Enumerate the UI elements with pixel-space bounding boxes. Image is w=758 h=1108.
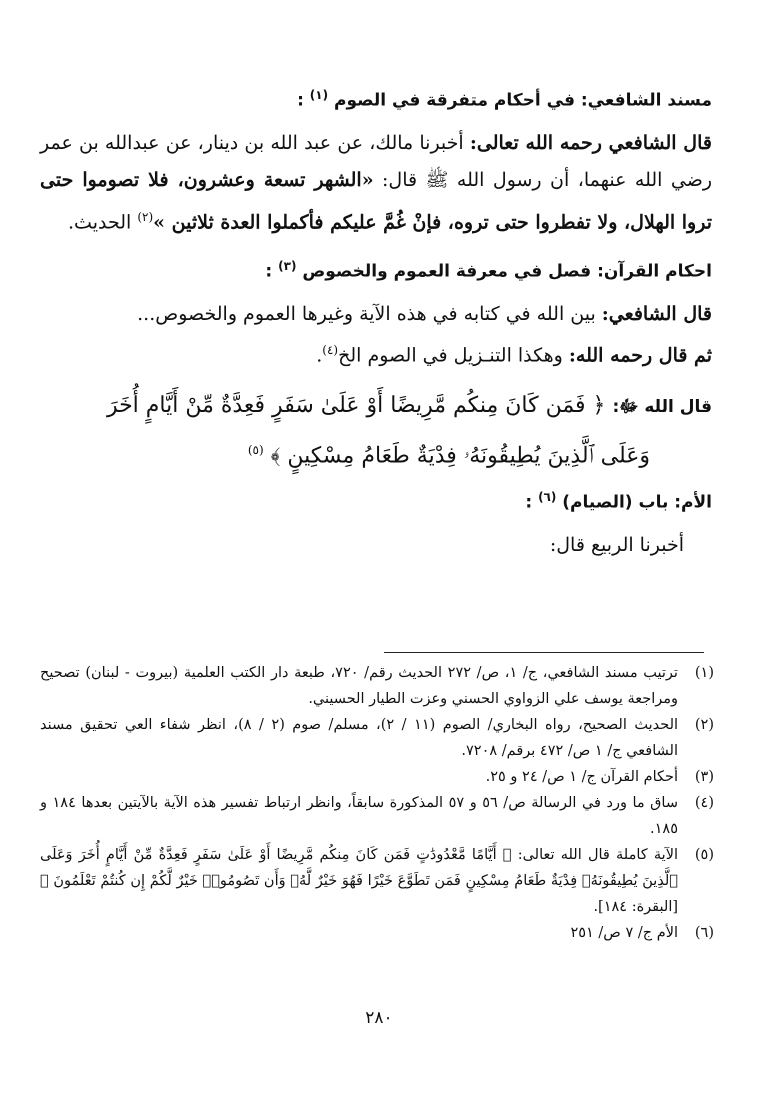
footnote-ref[interactable]: (٦) [538,490,557,505]
footnote-number: (٥) [694,847,714,863]
hadith-matn: «الشهر تسعة وعشرون، فلا تصوموا حتى تروا الهلال، ولا تفطروا حتى تروه، فإنْ غُمَّ عليكم فأكملوا العدة ثلاثين » [40,168,712,233]
speaker-label: ثم قال رحمه الله: [568,343,712,366]
footnote-item [40,764,714,790]
heading-text: الأم: باب (الصيام) [562,492,712,513]
footnote-item [40,920,714,946]
footnote-text: ساق ما ورد في الرسالة ص/ ٥٦ و ٥٧ المذكورة سابقاً، وانظر ارتباط تفسير هذه الآية بالآيتين بعدها ١٨٤ و ١٨٥. [40,795,678,837]
footnote-ref[interactable]: (٢) [137,209,154,224]
heading-text: مسند الشافعي: في أحكام متفرقة في الصوم [334,90,712,111]
footnote-text: ترتيب مسند الشافعي، ج/ ١، ص/ ٢٧٢ الحديث رقم/ ٧٢٠، طبعة دار الكتب العلمية (بيروت - لبنان) تصحيح ومراجعة يوسف علي الزواوي الحسني وعزت الطيار الحسيني. [40,665,678,707]
text-line [40,332,712,373]
footnote-item [40,712,714,764]
footnote-ref[interactable]: (٤) [322,342,339,357]
line-end: . [316,343,323,366]
main-text [40,88,712,563]
footnote-number: (٢) [694,717,714,733]
section-heading-umm [40,490,712,513]
footnote-text: الأم ج/ ٧ ص/ ٢٥١ [570,925,678,941]
footnote-ref[interactable]: (٥) [247,442,264,457]
line-text: وهكذا التنـزيل في الصوم الخ [338,343,569,366]
heading-colon: : [297,90,304,111]
speaker-label: قال الشافعي: [601,302,712,325]
verse-line-2 [40,430,712,476]
footnote-number: (١) [694,665,714,681]
heading-colon: : [525,492,533,513]
footnotes [40,660,714,946]
footnote-text: الآية كاملة قال الله تعالى: ﴿ أَيَّامًا مَّعْدُودَٰتٍ فَمَن كَانَ مِنكُم مَّرِيضًا أَوْ عَلَىٰ سَفَرٍ فَعِدَّةٌ مِّنْ أَيَّامٍ أُخَرَ وَعَلَى ٱلَّذِينَ يُطِيقُونَهُۥ فِدْيَةٌ طَعَامُ مِسْكِينٍ فَمَن تَطَوَّعَ خَيْرًا فَهُوَ خَيْرٌ لَّهُۥ وَأَن تَصُومُوا۟ خَيْرٌ لَّكُمْ إِن كُنتُمْ تَعْلَمُونَ ﴾ [البقرة: ١٨٤]. [40,847,678,915]
heading-text: احكام القرآن: فصل في معرفة العموم والخصوص [302,261,712,282]
line-text: بين الله في كتابه في هذه الآية وغيرها العموم والخصوص... [137,302,602,325]
line-text: أخبرنا الربيع قال: [549,533,684,556]
footnote-item [40,660,714,712]
footnote-item [40,842,714,920]
text-line [40,527,712,563]
quran-verse [40,383,712,476]
hadith-tail: الحديث. [68,210,138,233]
footnote-text: الحديث الصحيح، رواه البخاري/ الصوم (١١ / ٢)، مسلم/ صوم (٢ / ٨)، انظر شفاء العي تحقيق مسند الشافعي ج/ ١ ص/ ٤٧٢ برقم/ ٧٢٠٨. [40,717,679,759]
footnote-ref[interactable]: (٣) [278,258,297,273]
footnote-ref[interactable]: (١) [309,88,329,102]
footnote-number: (٤) [694,795,714,811]
heading-colon: : [265,261,273,282]
isnad-text: أخبرنا مالك، عن عبد الله بن دينار، عن عبدالله بن عمر رضي الله عنهما، أن رسول الله ﷺ قال: [40,131,713,191]
hadith-paragraph [40,125,712,241]
footnote-number: (٦) [694,925,714,941]
footnote-number: (٣) [694,769,714,785]
section-heading-ahkam [40,259,712,282]
narrator-intro: قال الشافعي رحمه الله تعالى: [469,131,712,154]
verse-text: ﴿ فَمَن كَانَ مِنكُم مَّرِيضًا أَوْ عَلَىٰ سَفَرٍ فَعِدَّةٌ مِّنْ أَيَّامٍ أُخَرَ [106,392,613,418]
footnote-divider [384,652,704,653]
verse-line-1 [40,383,712,430]
text-line [40,296,712,332]
page-number: ٢٨٠ [365,1008,393,1028]
verse-text: وَعَلَى ٱلَّذِينَ يُطِيقُونَهُۥ فِدْيَةٌ طَعَامُ مِسْكِينٍ ﴾ [270,443,650,469]
footnote-text: أحكام القرآن ج/ ١ ص/ ٢٤ و ٢٥. [485,769,678,785]
footnote-item [40,790,714,842]
verse-speaker: قال الله ﷻ: [612,396,712,417]
section-heading-musnad [40,88,712,111]
